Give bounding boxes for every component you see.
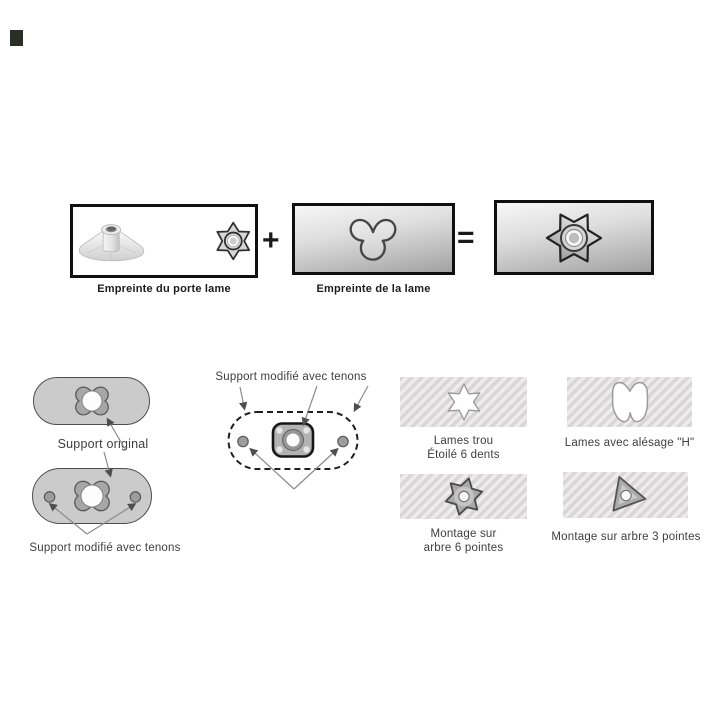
tenon-right xyxy=(338,436,348,446)
star-knob-icon xyxy=(497,203,651,272)
blade-holder-3d-icon xyxy=(73,207,206,275)
blade-type-label-2 xyxy=(559,436,700,450)
label-line: Montage sur arbre 3 pointes xyxy=(551,531,701,543)
blade-plate-shaft3 xyxy=(563,472,688,518)
corner-mark xyxy=(10,30,23,46)
six-point-star-hole-icon xyxy=(444,382,484,422)
plus-operator: + xyxy=(262,224,280,257)
blade-plate-shaft6 xyxy=(400,474,527,519)
blade-imprint-box xyxy=(292,203,455,275)
tenon-left xyxy=(238,436,248,446)
modified-support-label: Support modifié avec tenons xyxy=(215,371,367,383)
left-arrows xyxy=(0,360,220,570)
three-point-shaft-mount-icon xyxy=(603,474,649,517)
mounting-type-label-2 xyxy=(541,530,711,544)
result-box xyxy=(494,200,654,275)
blade-type-label-1 xyxy=(398,434,529,462)
holder-imprint-label: Empreinte du porte lame xyxy=(97,283,231,295)
label-line: Lames avec alésage "H" xyxy=(564,437,695,449)
gear-6-icon xyxy=(212,212,255,270)
label-line: Étoilé 6 dents xyxy=(427,449,500,461)
label-line: Montage sur xyxy=(430,528,497,540)
blade-plate-star-hole xyxy=(400,377,527,427)
equals-operator: = xyxy=(457,221,475,254)
holder-imprint-box xyxy=(70,204,258,278)
label-line: arbre 6 pointes xyxy=(423,542,504,554)
h-bore-hole-icon xyxy=(607,379,653,425)
center-adapter-part xyxy=(273,424,313,457)
support-modified-label: Support modifié avec tenons xyxy=(29,542,181,554)
label-line: Lames trou xyxy=(433,435,494,447)
blade-plate-h-bore xyxy=(567,377,692,427)
support-original-label: Support original xyxy=(57,437,149,451)
mounting-type-label-1 xyxy=(398,527,529,555)
blade-imprint-label: Empreinte de la lame xyxy=(316,283,431,295)
trefoil-imprint-icon xyxy=(295,206,452,272)
modified-support-diagram xyxy=(205,360,390,505)
six-point-shaft-mount-icon xyxy=(441,475,487,518)
